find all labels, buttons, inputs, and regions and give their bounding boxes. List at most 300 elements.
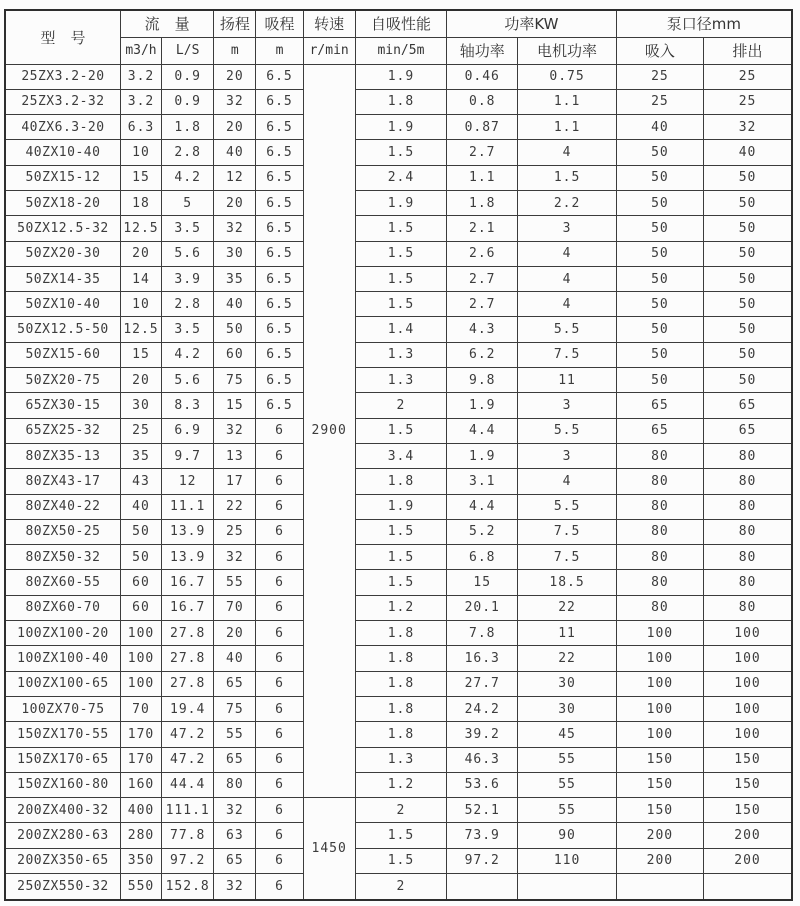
cell-inlet: 150 bbox=[616, 798, 703, 823]
cell-model: 25ZX3.2-32 bbox=[5, 89, 120, 114]
cell-self-priming: 1.3 bbox=[355, 342, 446, 367]
cell-suction: 6.5 bbox=[256, 368, 303, 393]
header-suction-unit: m bbox=[256, 37, 303, 64]
cell-self-priming: 1.5 bbox=[355, 570, 446, 595]
table-row bbox=[5, 165, 792, 190]
cell-shaft-power: 3.1 bbox=[447, 469, 518, 494]
cell-flow-ls: 111.1 bbox=[162, 798, 214, 823]
table-row bbox=[5, 570, 792, 595]
cell-flow-m3h: 18 bbox=[120, 190, 161, 215]
cell-shaft-power: 0.87 bbox=[447, 115, 518, 140]
cell-self-priming: 2.4 bbox=[355, 165, 446, 190]
cell-motor-power: 2.2 bbox=[518, 190, 616, 215]
cell-suction: 6 bbox=[256, 671, 303, 696]
cell-shaft-power: 2.7 bbox=[447, 140, 518, 165]
cell-model: 80ZX50-32 bbox=[5, 545, 120, 570]
cell-shaft-power: 6.8 bbox=[447, 545, 518, 570]
cell-outlet bbox=[704, 874, 792, 901]
cell-model: 100ZX100-65 bbox=[5, 671, 120, 696]
table-row bbox=[5, 722, 792, 747]
cell-flow-m3h: 50 bbox=[120, 545, 161, 570]
header-flow: 流 量 bbox=[120, 10, 213, 37]
table-row bbox=[5, 798, 792, 823]
cell-shaft-power: 16.3 bbox=[447, 646, 518, 671]
cell-motor-power: 30 bbox=[518, 696, 616, 721]
cell-self-priming: 1.5 bbox=[355, 140, 446, 165]
cell-suction: 6.5 bbox=[256, 393, 303, 418]
header-row-2 bbox=[5, 37, 792, 64]
cell-inlet: 100 bbox=[616, 621, 703, 646]
cell-shaft-power: 97.2 bbox=[447, 848, 518, 873]
cell-head: 70 bbox=[214, 595, 256, 620]
table-row bbox=[5, 595, 792, 620]
header-head-unit: m bbox=[214, 37, 256, 64]
cell-model: 80ZX60-55 bbox=[5, 570, 120, 595]
cell-self-priming: 1.5 bbox=[355, 216, 446, 241]
cell-outlet: 100 bbox=[704, 722, 792, 747]
cell-outlet: 100 bbox=[704, 646, 792, 671]
cell-flow-ls: 77.8 bbox=[162, 823, 214, 848]
cell-self-priming: 1.2 bbox=[355, 595, 446, 620]
cell-shaft-power: 2.1 bbox=[447, 216, 518, 241]
cell-suction: 6 bbox=[256, 646, 303, 671]
cell-head: 20 bbox=[214, 115, 256, 140]
cell-outlet: 100 bbox=[704, 621, 792, 646]
cell-suction: 6 bbox=[256, 545, 303, 570]
table-row bbox=[5, 519, 792, 544]
cell-head: 25 bbox=[214, 519, 256, 544]
cell-model: 50ZX20-30 bbox=[5, 241, 120, 266]
cell-model: 150ZX170-65 bbox=[5, 747, 120, 772]
cell-shaft-power: 2.7 bbox=[447, 292, 518, 317]
cell-flow-m3h: 550 bbox=[120, 874, 161, 901]
cell-outlet: 150 bbox=[704, 798, 792, 823]
cell-shaft-power: 1.9 bbox=[447, 393, 518, 418]
cell-flow-m3h: 3.2 bbox=[120, 89, 161, 114]
cell-self-priming: 3.4 bbox=[355, 443, 446, 468]
cell-suction: 6.5 bbox=[256, 216, 303, 241]
cell-flow-ls: 47.2 bbox=[162, 722, 214, 747]
table-row bbox=[5, 823, 792, 848]
cell-motor-power: 11 bbox=[518, 368, 616, 393]
cell-flow-m3h: 10 bbox=[120, 140, 161, 165]
cell-flow-m3h: 15 bbox=[120, 165, 161, 190]
cell-shaft-power: 1.9 bbox=[447, 443, 518, 468]
cell-suction: 6 bbox=[256, 722, 303, 747]
cell-suction: 6 bbox=[256, 772, 303, 797]
header-speed: 转速 bbox=[303, 10, 355, 37]
cell-self-priming: 1.4 bbox=[355, 317, 446, 342]
cell-head: 30 bbox=[214, 241, 256, 266]
cell-flow-ls: 5.6 bbox=[162, 368, 214, 393]
cell-flow-m3h: 35 bbox=[120, 443, 161, 468]
table-row bbox=[5, 115, 792, 140]
cell-self-priming: 1.5 bbox=[355, 418, 446, 443]
header-head: 扬程 bbox=[214, 10, 256, 37]
cell-outlet: 80 bbox=[704, 469, 792, 494]
cell-flow-m3h: 15 bbox=[120, 342, 161, 367]
cell-head: 20 bbox=[214, 190, 256, 215]
cell-motor-power: 4 bbox=[518, 140, 616, 165]
cell-head: 75 bbox=[214, 696, 256, 721]
cell-flow-m3h: 12.5 bbox=[120, 317, 161, 342]
cell-inlet: 80 bbox=[616, 443, 703, 468]
cell-flow-ls: 27.8 bbox=[162, 671, 214, 696]
header-speed-unit: r/min bbox=[303, 37, 355, 64]
cell-motor-power: 110 bbox=[518, 848, 616, 873]
table-row bbox=[5, 89, 792, 114]
cell-suction: 6 bbox=[256, 418, 303, 443]
cell-head: 75 bbox=[214, 368, 256, 393]
cell-head: 32 bbox=[214, 418, 256, 443]
cell-model: 200ZX350-65 bbox=[5, 848, 120, 873]
cell-self-priming: 1.9 bbox=[355, 64, 446, 89]
cell-flow-m3h: 10 bbox=[120, 292, 161, 317]
cell-outlet: 50 bbox=[704, 190, 792, 215]
cell-shaft-power: 24.2 bbox=[447, 696, 518, 721]
cell-suction: 6 bbox=[256, 494, 303, 519]
cell-flow-m3h: 100 bbox=[120, 621, 161, 646]
table-body bbox=[5, 64, 792, 900]
cell-outlet: 80 bbox=[704, 494, 792, 519]
cell-self-priming: 1.5 bbox=[355, 545, 446, 570]
cell-model: 80ZX60-70 bbox=[5, 595, 120, 620]
cell-outlet: 200 bbox=[704, 848, 792, 873]
cell-inlet: 50 bbox=[616, 292, 703, 317]
cell-self-priming: 1.9 bbox=[355, 190, 446, 215]
cell-shaft-power: 15 bbox=[447, 570, 518, 595]
cell-outlet: 80 bbox=[704, 519, 792, 544]
cell-suction: 6.5 bbox=[256, 342, 303, 367]
header-outlet: 排出 bbox=[704, 37, 792, 64]
cell-motor-power: 3 bbox=[518, 216, 616, 241]
cell-flow-m3h: 50 bbox=[120, 519, 161, 544]
cell-self-priming: 2 bbox=[355, 798, 446, 823]
cell-model: 50ZX15-60 bbox=[5, 342, 120, 367]
cell-flow-ls: 2.8 bbox=[162, 140, 214, 165]
cell-flow-ls: 3.5 bbox=[162, 216, 214, 241]
cell-suction: 6 bbox=[256, 696, 303, 721]
cell-suction: 6.5 bbox=[256, 165, 303, 190]
cell-flow-ls: 5 bbox=[162, 190, 214, 215]
cell-motor-power: 4 bbox=[518, 241, 616, 266]
cell-motor-power: 4 bbox=[518, 469, 616, 494]
table-row bbox=[5, 190, 792, 215]
table-row bbox=[5, 772, 792, 797]
cell-outlet: 50 bbox=[704, 165, 792, 190]
cell-outlet: 32 bbox=[704, 115, 792, 140]
header-flow-ls: L/S bbox=[162, 37, 214, 64]
header-self-priming-unit: min/5m bbox=[355, 37, 446, 64]
cell-suction: 6 bbox=[256, 570, 303, 595]
cell-flow-m3h: 60 bbox=[120, 595, 161, 620]
cell-motor-power: 7.5 bbox=[518, 519, 616, 544]
cell-motor-power: 55 bbox=[518, 747, 616, 772]
cell-head: 13 bbox=[214, 443, 256, 468]
cell-suction: 6 bbox=[256, 595, 303, 620]
cell-inlet: 100 bbox=[616, 722, 703, 747]
cell-model: 65ZX25-32 bbox=[5, 418, 120, 443]
cell-head: 80 bbox=[214, 772, 256, 797]
cell-suction: 6 bbox=[256, 798, 303, 823]
table-row bbox=[5, 140, 792, 165]
cell-flow-m3h: 40 bbox=[120, 494, 161, 519]
cell-inlet: 25 bbox=[616, 64, 703, 89]
cell-flow-m3h: 170 bbox=[120, 747, 161, 772]
cell-flow-ls: 47.2 bbox=[162, 747, 214, 772]
cell-inlet: 50 bbox=[616, 140, 703, 165]
cell-head: 35 bbox=[214, 266, 256, 291]
cell-inlet bbox=[616, 874, 703, 901]
cell-flow-ls: 9.7 bbox=[162, 443, 214, 468]
cell-flow-m3h: 25 bbox=[120, 418, 161, 443]
cell-outlet: 150 bbox=[704, 747, 792, 772]
cell-inlet: 80 bbox=[616, 545, 703, 570]
cell-shaft-power: 0.8 bbox=[447, 89, 518, 114]
cell-inlet: 200 bbox=[616, 848, 703, 873]
cell-flow-ls: 8.3 bbox=[162, 393, 214, 418]
cell-inlet: 40 bbox=[616, 115, 703, 140]
cell-outlet: 80 bbox=[704, 595, 792, 620]
cell-flow-ls: 2.8 bbox=[162, 292, 214, 317]
cell-model: 80ZX43-17 bbox=[5, 469, 120, 494]
cell-self-priming: 1.2 bbox=[355, 772, 446, 797]
table-row bbox=[5, 874, 792, 901]
cell-model: 25ZX3.2-20 bbox=[5, 64, 120, 89]
table-header bbox=[5, 10, 792, 64]
cell-outlet: 50 bbox=[704, 317, 792, 342]
cell-suction: 6 bbox=[256, 823, 303, 848]
cell-model: 40ZX10-40 bbox=[5, 140, 120, 165]
cell-suction: 6 bbox=[256, 443, 303, 468]
cell-suction: 6.5 bbox=[256, 115, 303, 140]
cell-head: 40 bbox=[214, 140, 256, 165]
cell-flow-m3h: 100 bbox=[120, 646, 161, 671]
cell-flow-ls: 152.8 bbox=[162, 874, 214, 901]
cell-suction: 6 bbox=[256, 874, 303, 901]
cell-outlet: 50 bbox=[704, 292, 792, 317]
cell-flow-ls: 16.7 bbox=[162, 570, 214, 595]
table-row bbox=[5, 747, 792, 772]
header-row-1 bbox=[5, 10, 792, 37]
cell-motor-power: 0.75 bbox=[518, 64, 616, 89]
cell-motor-power: 4 bbox=[518, 292, 616, 317]
cell-model: 100ZX100-40 bbox=[5, 646, 120, 671]
cell-head: 32 bbox=[214, 216, 256, 241]
cell-head: 17 bbox=[214, 469, 256, 494]
cell-shaft-power: 9.8 bbox=[447, 368, 518, 393]
cell-flow-ls: 13.9 bbox=[162, 545, 214, 570]
cell-head: 60 bbox=[214, 342, 256, 367]
header-port: 泵口径mm bbox=[616, 10, 792, 37]
cell-outlet: 80 bbox=[704, 570, 792, 595]
header-suction: 吸程 bbox=[256, 10, 303, 37]
cell-motor-power: 30 bbox=[518, 671, 616, 696]
cell-shaft-power: 20.1 bbox=[447, 595, 518, 620]
cell-shaft-power: 2.7 bbox=[447, 266, 518, 291]
cell-flow-ls: 12 bbox=[162, 469, 214, 494]
cell-suction: 6.5 bbox=[256, 64, 303, 89]
table-row bbox=[5, 342, 792, 367]
cell-model: 200ZX280-63 bbox=[5, 823, 120, 848]
table-row bbox=[5, 368, 792, 393]
cell-inlet: 100 bbox=[616, 646, 703, 671]
table-row bbox=[5, 317, 792, 342]
table-row bbox=[5, 671, 792, 696]
cell-head: 63 bbox=[214, 823, 256, 848]
cell-self-priming: 1.8 bbox=[355, 671, 446, 696]
cell-head: 20 bbox=[214, 64, 256, 89]
cell-motor-power: 45 bbox=[518, 722, 616, 747]
table-row bbox=[5, 696, 792, 721]
cell-model: 80ZX40-22 bbox=[5, 494, 120, 519]
cell-head: 20 bbox=[214, 621, 256, 646]
cell-flow-m3h: 350 bbox=[120, 848, 161, 873]
cell-inlet: 65 bbox=[616, 418, 703, 443]
cell-model: 50ZX14-35 bbox=[5, 266, 120, 291]
cell-motor-power: 7.5 bbox=[518, 342, 616, 367]
cell-model: 65ZX30-15 bbox=[5, 393, 120, 418]
cell-motor-power: 11 bbox=[518, 621, 616, 646]
cell-motor-power: 1.1 bbox=[518, 115, 616, 140]
cell-inlet: 100 bbox=[616, 671, 703, 696]
cell-suction: 6.5 bbox=[256, 140, 303, 165]
cell-flow-m3h: 20 bbox=[120, 368, 161, 393]
cell-outlet: 50 bbox=[704, 342, 792, 367]
cell-head: 32 bbox=[214, 798, 256, 823]
cell-head: 50 bbox=[214, 317, 256, 342]
cell-motor-power: 22 bbox=[518, 595, 616, 620]
header-model: 型 号 bbox=[5, 10, 120, 64]
cell-flow-m3h: 43 bbox=[120, 469, 161, 494]
cell-motor-power: 5.5 bbox=[518, 418, 616, 443]
table-row bbox=[5, 418, 792, 443]
cell-head: 32 bbox=[214, 545, 256, 570]
cell-model: 250ZX550-32 bbox=[5, 874, 120, 901]
cell-flow-ls: 97.2 bbox=[162, 848, 214, 873]
cell-inlet: 50 bbox=[616, 368, 703, 393]
cell-model: 100ZX100-20 bbox=[5, 621, 120, 646]
cell-inlet: 150 bbox=[616, 772, 703, 797]
cell-head: 55 bbox=[214, 722, 256, 747]
cell-head: 12 bbox=[214, 165, 256, 190]
cell-head: 15 bbox=[214, 393, 256, 418]
cell-shaft-power bbox=[447, 874, 518, 901]
cell-shaft-power: 5.2 bbox=[447, 519, 518, 544]
cell-outlet: 40 bbox=[704, 140, 792, 165]
cell-head: 32 bbox=[214, 89, 256, 114]
cell-suction: 6.5 bbox=[256, 190, 303, 215]
table-row bbox=[5, 848, 792, 873]
cell-self-priming: 1.8 bbox=[355, 696, 446, 721]
cell-suction: 6.5 bbox=[256, 317, 303, 342]
cell-outlet: 100 bbox=[704, 671, 792, 696]
table-row bbox=[5, 646, 792, 671]
cell-flow-ls: 0.9 bbox=[162, 64, 214, 89]
cell-model: 50ZX20-75 bbox=[5, 368, 120, 393]
cell-inlet: 50 bbox=[616, 342, 703, 367]
cell-inlet: 50 bbox=[616, 190, 703, 215]
cell-flow-ls: 4.2 bbox=[162, 165, 214, 190]
cell-flow-ls: 1.8 bbox=[162, 115, 214, 140]
cell-flow-ls: 6.9 bbox=[162, 418, 214, 443]
cell-flow-m3h: 160 bbox=[120, 772, 161, 797]
cell-motor-power: 3 bbox=[518, 443, 616, 468]
cell-self-priming: 1.8 bbox=[355, 646, 446, 671]
cell-model: 50ZX12.5-32 bbox=[5, 216, 120, 241]
cell-flow-ls: 4.2 bbox=[162, 342, 214, 367]
cell-outlet: 50 bbox=[704, 266, 792, 291]
table-row bbox=[5, 393, 792, 418]
table-row bbox=[5, 545, 792, 570]
cell-motor-power: 5.5 bbox=[518, 317, 616, 342]
cell-inlet: 50 bbox=[616, 266, 703, 291]
header-inlet: 吸入 bbox=[616, 37, 703, 64]
header-self-priming: 自吸性能 bbox=[355, 10, 446, 37]
cell-shaft-power: 2.6 bbox=[447, 241, 518, 266]
cell-self-priming: 2 bbox=[355, 393, 446, 418]
cell-suction: 6 bbox=[256, 621, 303, 646]
cell-motor-power: 55 bbox=[518, 798, 616, 823]
cell-inlet: 65 bbox=[616, 393, 703, 418]
cell-shaft-power: 53.6 bbox=[447, 772, 518, 797]
cell-outlet: 65 bbox=[704, 418, 792, 443]
cell-flow-ls: 44.4 bbox=[162, 772, 214, 797]
cell-model: 50ZX12.5-50 bbox=[5, 317, 120, 342]
cell-model: 50ZX18-20 bbox=[5, 190, 120, 215]
cell-suction: 6 bbox=[256, 848, 303, 873]
cell-flow-ls: 19.4 bbox=[162, 696, 214, 721]
cell-model: 80ZX50-25 bbox=[5, 519, 120, 544]
cell-outlet: 25 bbox=[704, 64, 792, 89]
cell-motor-power: 4 bbox=[518, 266, 616, 291]
table-row bbox=[5, 216, 792, 241]
cell-flow-ls: 13.9 bbox=[162, 519, 214, 544]
cell-flow-ls: 3.5 bbox=[162, 317, 214, 342]
cell-model: 100ZX70-75 bbox=[5, 696, 120, 721]
table-row bbox=[5, 292, 792, 317]
cell-self-priming: 1.3 bbox=[355, 368, 446, 393]
cell-shaft-power: 0.46 bbox=[447, 64, 518, 89]
cell-flow-ls: 27.8 bbox=[162, 646, 214, 671]
cell-motor-power: 18.5 bbox=[518, 570, 616, 595]
cell-flow-ls: 16.7 bbox=[162, 595, 214, 620]
cell-shaft-power: 52.1 bbox=[447, 798, 518, 823]
cell-head: 40 bbox=[214, 292, 256, 317]
cell-flow-m3h: 20 bbox=[120, 241, 161, 266]
cell-outlet: 100 bbox=[704, 696, 792, 721]
cell-motor-power: 90 bbox=[518, 823, 616, 848]
cell-head: 65 bbox=[214, 747, 256, 772]
cell-inlet: 50 bbox=[616, 165, 703, 190]
cell-outlet: 200 bbox=[704, 823, 792, 848]
cell-outlet: 50 bbox=[704, 241, 792, 266]
cell-outlet: 50 bbox=[704, 216, 792, 241]
table-row bbox=[5, 266, 792, 291]
cell-inlet: 200 bbox=[616, 823, 703, 848]
cell-outlet: 25 bbox=[704, 89, 792, 114]
cell-flow-ls: 11.1 bbox=[162, 494, 214, 519]
cell-self-priming: 1.9 bbox=[355, 115, 446, 140]
cell-speed: 2900 bbox=[303, 64, 355, 798]
cell-self-priming: 1.5 bbox=[355, 519, 446, 544]
cell-inlet: 80 bbox=[616, 469, 703, 494]
cell-shaft-power: 73.9 bbox=[447, 823, 518, 848]
cell-model: 40ZX6.3-20 bbox=[5, 115, 120, 140]
cell-model: 150ZX160-80 bbox=[5, 772, 120, 797]
cell-model: 80ZX35-13 bbox=[5, 443, 120, 468]
cell-self-priming: 1.8 bbox=[355, 89, 446, 114]
